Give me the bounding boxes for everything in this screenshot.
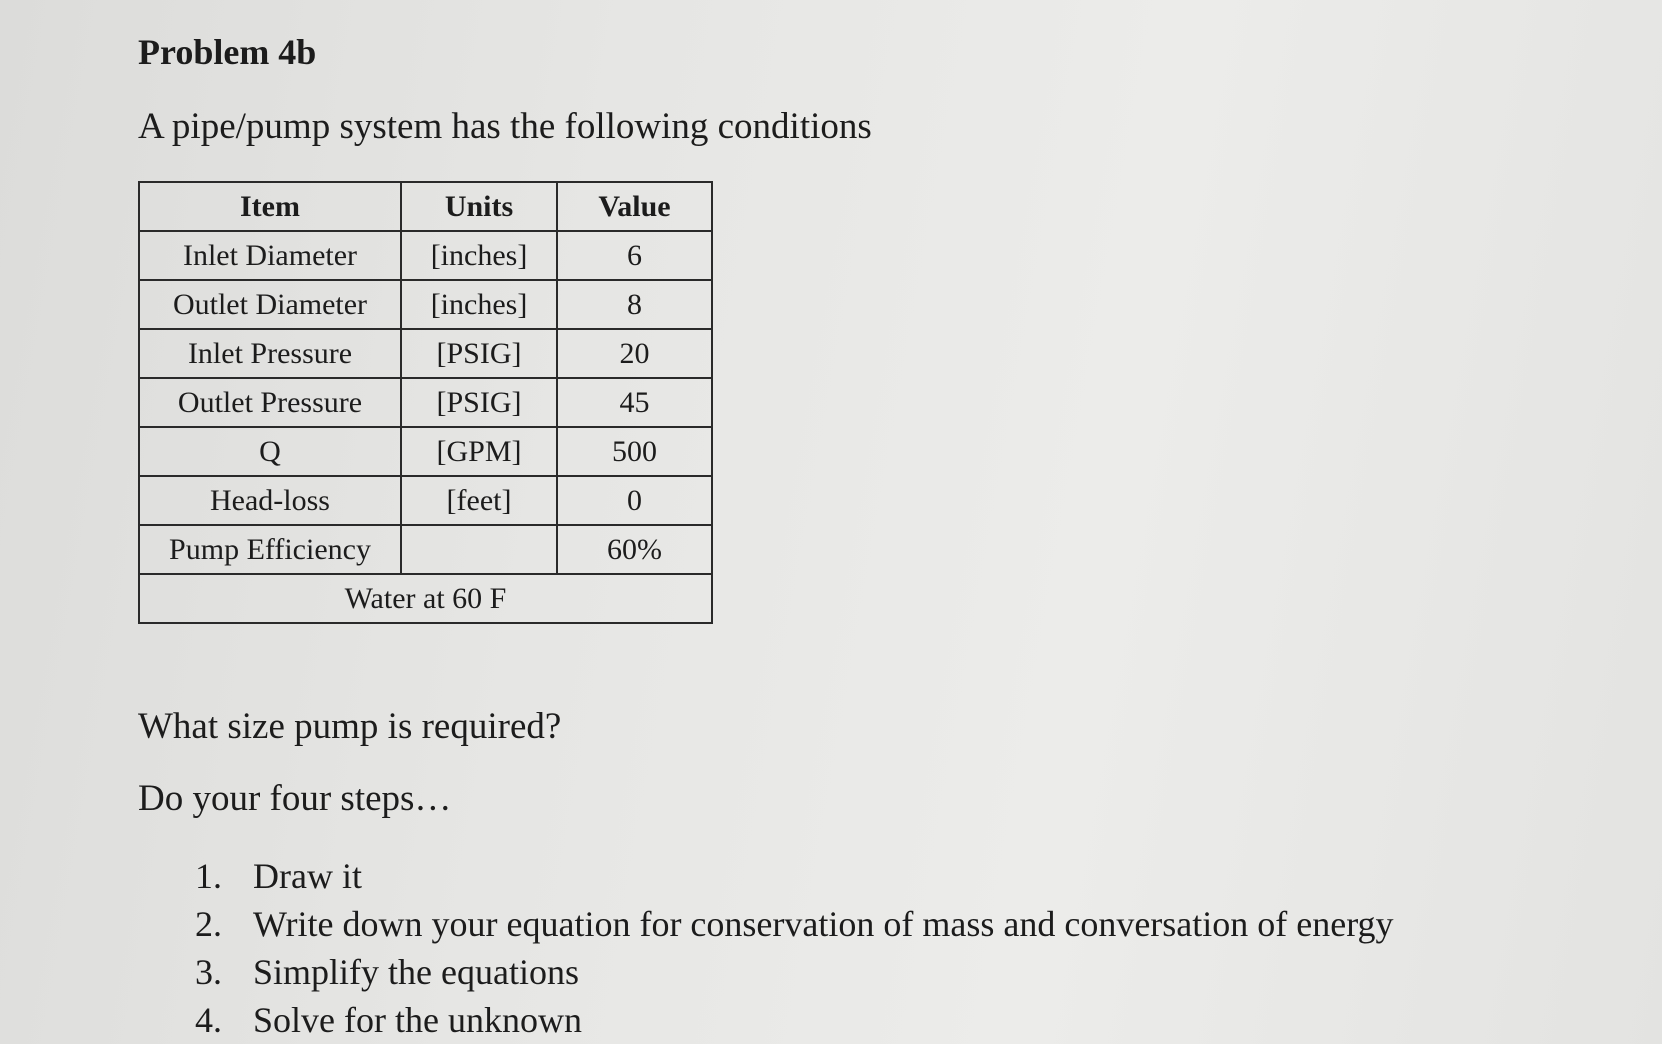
list-item	[195, 900, 1394, 948]
table-footer-row	[139, 574, 712, 623]
table-row	[139, 476, 712, 525]
cell-value: 45	[557, 378, 712, 427]
cell-units: [inches]	[401, 231, 557, 280]
table-row	[139, 525, 712, 574]
conditions-table	[138, 181, 713, 624]
step-number: 2.	[195, 904, 222, 944]
cell-item: Outlet Diameter	[139, 280, 401, 329]
list-item	[195, 948, 1394, 996]
header-value: Value	[557, 182, 712, 231]
list-item	[195, 996, 1394, 1044]
question-text: What size pump is required?	[138, 706, 562, 747]
cell-value: 500	[557, 427, 712, 476]
cell-item: Head-loss	[139, 476, 401, 525]
cell-units: [PSIG]	[401, 378, 557, 427]
cell-item: Inlet Pressure	[139, 329, 401, 378]
step-text: Write down your equation for conservation of mass and conversation of energy	[253, 904, 1394, 944]
problem-title: Problem 4b	[138, 32, 317, 72]
table-header-row	[139, 182, 712, 231]
step-number: 3.	[195, 952, 222, 992]
step-text: Simplify the equations	[253, 952, 579, 992]
cell-item: Q	[139, 427, 401, 476]
table-row	[139, 231, 712, 280]
step-text: Draw it	[253, 856, 362, 896]
steps-intro-text: Do your four steps…	[138, 778, 452, 819]
cell-item: Pump Efficiency	[139, 525, 401, 574]
cell-item: Inlet Diameter	[139, 231, 401, 280]
cell-value: 6	[557, 231, 712, 280]
cell-item: Outlet Pressure	[139, 378, 401, 427]
step-number: 1.	[195, 856, 222, 896]
cell-units: [inches]	[401, 280, 557, 329]
cell-units	[401, 525, 557, 574]
list-item	[195, 852, 1394, 900]
intro-text: A pipe/pump system has the following conditions	[138, 106, 872, 147]
table-row	[139, 378, 712, 427]
cell-value: 20	[557, 329, 712, 378]
table-row	[139, 329, 712, 378]
table-footer-note: Water at 60 F	[139, 574, 712, 623]
step-text: Solve for the unknown	[253, 1000, 582, 1040]
header-item: Item	[139, 182, 401, 231]
table-row	[139, 427, 712, 476]
cell-value: 0	[557, 476, 712, 525]
cell-units: [feet]	[401, 476, 557, 525]
steps-list	[195, 852, 1394, 1044]
table-row	[139, 280, 712, 329]
cell-units: [PSIG]	[401, 329, 557, 378]
cell-value: 8	[557, 280, 712, 329]
header-units: Units	[401, 182, 557, 231]
step-number: 4.	[195, 1000, 222, 1040]
cell-value: 60%	[557, 525, 712, 574]
cell-units: [GPM]	[401, 427, 557, 476]
